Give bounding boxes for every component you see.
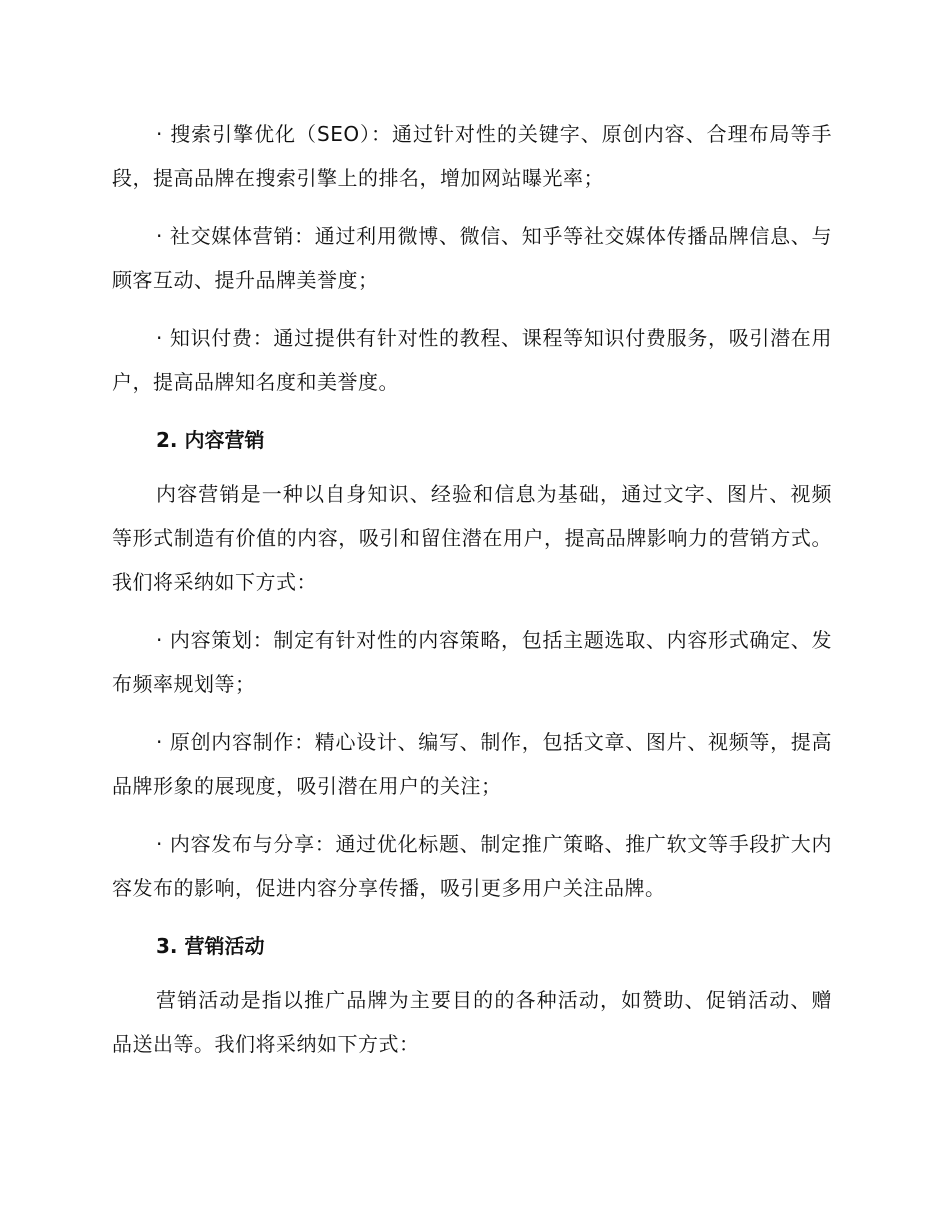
bullet-content-publishing: · 内容发布与分享：通过优化标题、制定推广策略、推广软文等手段扩大内容发布的影响，促进内容分享传播，吸引更多用户关注品牌。 bbox=[112, 832, 832, 900]
bullet-content-planning: · 内容策划：制定有针对性的内容策略，包括主题选取、内容形式确定、发布频率规划等； bbox=[112, 628, 832, 696]
bullet-seo: · 搜索引擎优化（SEO）：通过针对性的关键字、原创内容、合理布局等手段，提高品牌在搜索引擎上的排名，增加网站曝光率； bbox=[112, 122, 832, 190]
section-heading-content-marketing: 2. 内容营销 bbox=[156, 428, 265, 452]
bullet-social-media: · 社交媒体营销：通过利用微博、微信、知乎等社交媒体传播品牌信息、与顾客互动、提升品牌美誉度； bbox=[112, 224, 832, 292]
bullet-paid-knowledge: · 知识付费：通过提供有针对性的教程、课程等知识付费服务，吸引潜在用户，提高品牌知名度和美誉度。 bbox=[112, 326, 832, 394]
content-marketing-intro: 内容营销是一种以自身知识、经验和信息为基础，通过文字、图片、视频等形式制造有价值的内容，吸引和留住潜在用户，提高品牌影响力的营销方式。我们将采纳如下方式： bbox=[112, 482, 832, 594]
document-body bbox=[112, 112, 832, 1080]
bullet-original-content: · 原创内容制作：精心设计、编写、制作，包括文章、图片、视频等，提高品牌形象的展现度，吸引潜在用户的关注； bbox=[112, 730, 832, 798]
marketing-activities-intro: 营销活动是指以推广品牌为主要目的的各种活动，如赞助、促销活动、赠品送出等。我们将采纳如下方式： bbox=[112, 988, 832, 1056]
section-heading-marketing-activities: 3. 营销活动 bbox=[156, 934, 265, 958]
